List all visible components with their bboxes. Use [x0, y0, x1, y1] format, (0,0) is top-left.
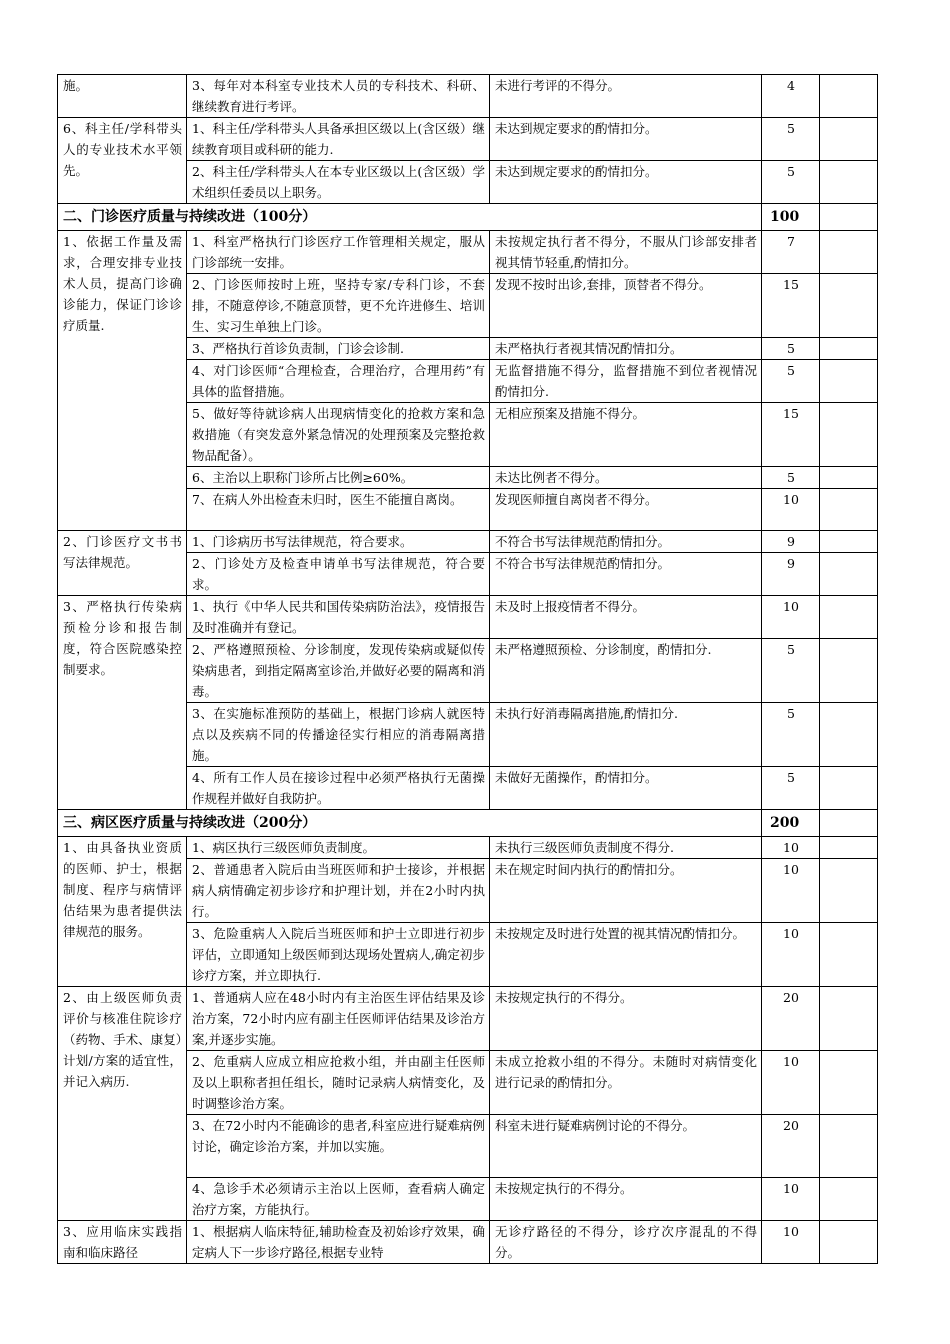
score-cell: 5: [762, 118, 820, 161]
empty-cell: [820, 1115, 878, 1178]
empty-cell: [820, 338, 878, 360]
requirement-cell: 1、科室严格执行门诊医疗工作管理相关规定，服从门诊部统一安排。: [187, 231, 490, 274]
score-cell: 10: [762, 596, 820, 639]
empty-cell: [820, 531, 878, 553]
table-row: [58, 531, 878, 553]
score-cell: 10: [762, 1221, 820, 1264]
criteria-cell: 未达到规定要求的酌情扣分。: [490, 161, 762, 204]
standard-cell: 2、由上级医师负责评价与核准住院诊疗（药物、手术、康复）计划/方案的适宜性，并记入病历.: [58, 987, 187, 1221]
criteria-cell: 未按规定执行的不得分。: [490, 987, 762, 1051]
requirement-cell: 1、病区执行三级医师负责制度。: [187, 837, 490, 859]
requirement-cell: 1、门诊病历书写法律规范，符合要求。: [187, 531, 490, 553]
section-header-row: [58, 204, 878, 231]
empty-cell: [820, 403, 878, 467]
standard-cell: 1、由具备执业资质的医师、护士，根据制度、程序与病情评估结果为患者提供法律规范的服务。: [58, 837, 187, 987]
empty-cell: [820, 489, 878, 531]
requirement-cell: 2、普通患者入院后由当班医师和护士接诊，并根据病人病情确定初步诊疗和护理计划，并在2小时内执行。: [187, 859, 490, 923]
score-cell: 10: [762, 1178, 820, 1221]
table-row: [58, 75, 878, 118]
standard-cell: 施。: [58, 75, 187, 118]
requirement-cell: 1、科主任/学科带头人具备承担区级以上(含区级）继续教育项目或科研的能力.: [187, 118, 490, 161]
requirement-cell: 3、严格执行首诊负责制，门诊会诊制.: [187, 338, 490, 360]
score-cell: 20: [762, 987, 820, 1051]
table-row: [58, 1221, 878, 1264]
table-row: [58, 231, 878, 274]
requirement-cell: 2、危重病人应成立相应抢救小组，并由副主任医师及以上职称者担任组长，随时记录病人病情变化，及时调整诊治方案。: [187, 1051, 490, 1115]
section-header-row: [58, 810, 878, 837]
score-cell: 10: [762, 837, 820, 859]
empty-cell: [820, 923, 878, 987]
score-cell: 7: [762, 231, 820, 274]
standard-cell: 1、依据工作量及需求，合理安排专业技术人员，提高门诊确诊能力，保证门诊诊疗质量.: [58, 231, 187, 531]
criteria-cell: 未达比例者不得分。: [490, 467, 762, 489]
empty-cell: [820, 360, 878, 403]
score-cell: 10: [762, 923, 820, 987]
empty-cell: [820, 837, 878, 859]
criteria-cell: 未执行好消毒隔离措施,酌情扣分.: [490, 703, 762, 767]
score-cell: 20: [762, 1115, 820, 1178]
requirement-cell: 3、在72小时内不能确诊的患者,科室应进行疑难病例讨论，确定诊治方案，并加以实施。: [187, 1115, 490, 1178]
empty-cell: [820, 810, 878, 837]
empty-cell: [820, 703, 878, 767]
section-title: 二、门诊医疗质量与持续改进（100分）: [58, 204, 762, 231]
criteria-cell: 未按规定及时进行处置的视其情况酌情扣分。: [490, 923, 762, 987]
requirement-cell: 3、危险重病人入院后当班医师和护士立即进行初步评估，立即通知上级医师到达现场处置病人,确定初步诊疗方案，并立即执行.: [187, 923, 490, 987]
criteria-cell: 未按规定执行者不得分，不服从门诊部安排者视其情节轻重,酌情扣分。: [490, 231, 762, 274]
score-cell: 5: [762, 467, 820, 489]
requirement-cell: 5、做好等待就诊病人出现病情变化的抢救方案和急救措施（有突发意外紧急情况的处理预案及完整抢救物品配备）。: [187, 403, 490, 467]
empty-cell: [820, 987, 878, 1051]
empty-cell: [820, 639, 878, 703]
empty-cell: [820, 118, 878, 161]
score-cell: 9: [762, 531, 820, 553]
score-cell: 10: [762, 859, 820, 923]
score-cell: 5: [762, 767, 820, 810]
table-row: [58, 837, 878, 859]
criteria-cell: 未做好无菌操作，酌情扣分。: [490, 767, 762, 810]
requirement-cell: 2、门诊医师按时上班，坚持专家/专科门诊，不套排，不随意停诊,不随意顶替，更不允许进修生、培训生、实习生单独上门诊。: [187, 274, 490, 338]
table-row: [58, 596, 878, 639]
criteria-cell: 未达到规定要求的酌情扣分。: [490, 118, 762, 161]
standard-cell: 3、应用临床实践指南和临床路径: [58, 1221, 187, 1264]
requirement-cell: 1、执行《中华人民共和国传染病防治法》，疫情报告及时准确并有登记。: [187, 596, 490, 639]
standard-cell: 2、门诊医疗文书书写法律规范。: [58, 531, 187, 596]
criteria-cell: 不符合书写法律规范酌情扣分。: [490, 553, 762, 596]
criteria-cell: 发现医师擅自离岗者不得分。: [490, 489, 762, 531]
score-cell: 9: [762, 553, 820, 596]
empty-cell: [820, 553, 878, 596]
criteria-cell: 未严格执行者视其情况酌情扣分。: [490, 338, 762, 360]
score-cell: 5: [762, 703, 820, 767]
score-cell: 5: [762, 360, 820, 403]
score-cell: 4: [762, 75, 820, 118]
requirement-cell: 1、普通病人应在48小时内有主治医生评估结果及诊治方案，72小时内应有副主任医师评估结果及诊治方案,并逐步实施。: [187, 987, 490, 1051]
score-cell: 5: [762, 161, 820, 204]
score-cell: 5: [762, 639, 820, 703]
empty-cell: [820, 596, 878, 639]
empty-cell: [820, 767, 878, 810]
standard-cell: 6、科主任/学科带头人的专业技术水平领先。: [58, 118, 187, 204]
empty-cell: [820, 75, 878, 118]
criteria-cell: 未按规定执行的不得分。: [490, 1178, 762, 1221]
requirement-cell: 6、主治以上职称门诊所占比例≥60%。: [187, 467, 490, 489]
table-row: [58, 987, 878, 1051]
requirement-cell: 3、在实施标准预防的基础上，根据门诊病人就医特点以及疾病不同的传播途径实行相应的消毒隔离措施。: [187, 703, 490, 767]
requirement-cell: 4、对门诊医师“合理检查，合理治疗，合理用药”有具体的监督措施。: [187, 360, 490, 403]
empty-cell: [820, 859, 878, 923]
score-cell: 10: [762, 489, 820, 531]
score-cell: 5: [762, 338, 820, 360]
criteria-cell: 科室未进行疑难病例讨论的不得分。: [490, 1115, 762, 1178]
standard-cell: 3、严格执行传染病预检分诊和报告制度，符合医院感染控制要求。: [58, 596, 187, 810]
criteria-cell: 无诊疗路径的不得分，诊疗次序混乱的不得分。: [490, 1221, 762, 1264]
criteria-cell: 未严格遵照预检、分诊制度，酌情扣分.: [490, 639, 762, 703]
empty-cell: [820, 1051, 878, 1115]
section-title: 三、病区医疗质量与持续改进（200分）: [58, 810, 762, 837]
criteria-cell: 未及时上报疫情者不得分。: [490, 596, 762, 639]
criteria-cell: 未进行考评的不得分。: [490, 75, 762, 118]
criteria-cell: 未成立抢救小组的不得分。未随时对病情变化进行记录的酌情扣分。: [490, 1051, 762, 1115]
requirement-cell: 3、每年对本科室专业技术人员的专科技术、科研、继续教育进行考评。: [187, 75, 490, 118]
criteria-cell: 无监督措施不得分，监督措施不到位者视情况酌情扣分.: [490, 360, 762, 403]
criteria-cell: 不符合书写法律规范酌情扣分。: [490, 531, 762, 553]
empty-cell: [820, 231, 878, 274]
empty-cell: [820, 1178, 878, 1221]
requirement-cell: 1、根据病人临床特征,辅助检查及初始诊疗效果，确定病人下一步诊疗路径,根据专业特: [187, 1221, 490, 1264]
requirement-cell: 4、急诊手术必须请示主治以上医师，查看病人确定治疗方案，方能执行。: [187, 1178, 490, 1221]
requirement-cell: 2、门诊处方及检查申请单书写法律规范，符合要求。: [187, 553, 490, 596]
requirement-cell: 7、在病人外出检查未归时，医生不能擅自离岗。: [187, 489, 490, 531]
empty-cell: [820, 1221, 878, 1264]
evaluation-table: [57, 74, 878, 1264]
score-cell: 15: [762, 274, 820, 338]
criteria-cell: 发现不按时出诊,套排，顶替者不得分。: [490, 274, 762, 338]
requirement-cell: 2、科主任/学科带头人在本专业区级以上(含区级）学术组织任委员以上职务。: [187, 161, 490, 204]
section-score: 200: [762, 810, 820, 837]
criteria-cell: 未在规定时间内执行的酌情扣分。: [490, 859, 762, 923]
requirement-cell: 2、严格遵照预检、分诊制度，发现传染病或疑似传染病患者，到指定隔离室诊治,并做好必要的隔离和消毒。: [187, 639, 490, 703]
criteria-cell: 未执行三级医师负责制度不得分.: [490, 837, 762, 859]
table-row: [58, 118, 878, 161]
empty-cell: [820, 274, 878, 338]
score-cell: 15: [762, 403, 820, 467]
criteria-cell: 无相应预案及措施不得分。: [490, 403, 762, 467]
empty-cell: [820, 467, 878, 489]
empty-cell: [820, 204, 878, 231]
section-score: 100: [762, 204, 820, 231]
empty-cell: [820, 161, 878, 204]
score-cell: 10: [762, 1051, 820, 1115]
requirement-cell: 4、所有工作人员在接诊过程中必须严格执行无菌操作规程并做好自我防护。: [187, 767, 490, 810]
